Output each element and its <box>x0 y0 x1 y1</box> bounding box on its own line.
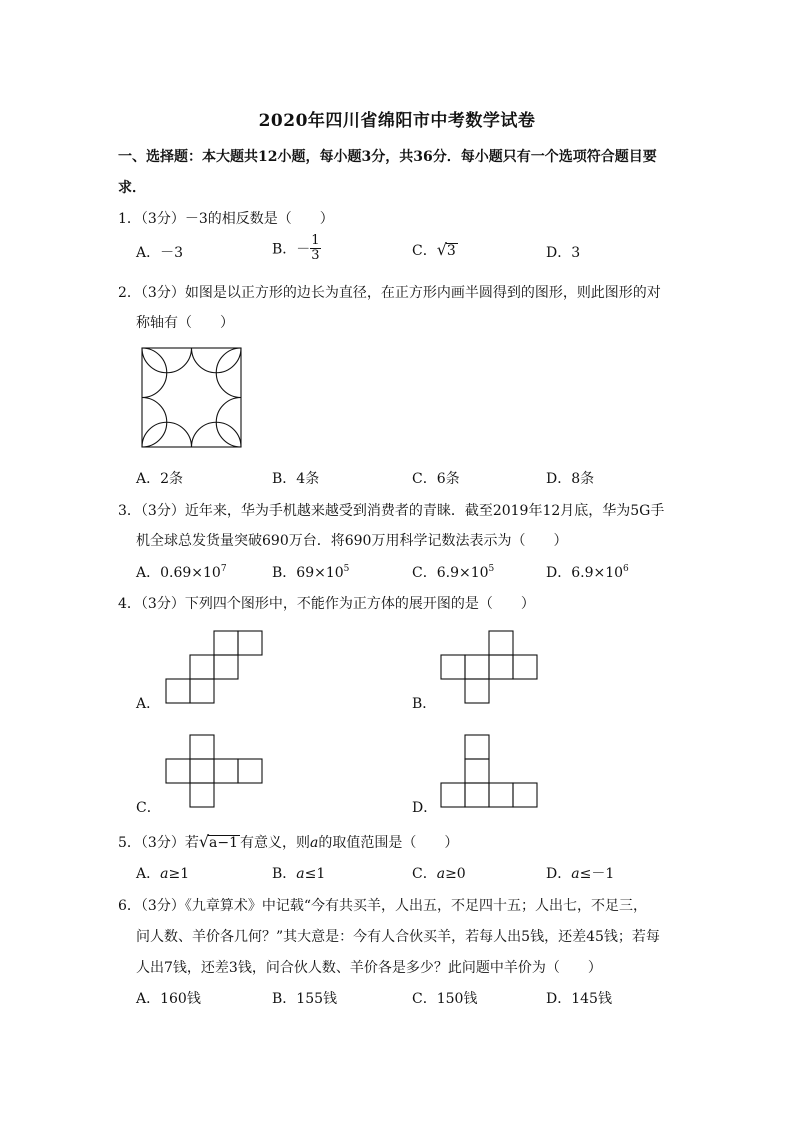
q6-option-d: D．145钱 <box>546 991 612 1007</box>
q6-option-a: A．160钱 <box>136 991 201 1007</box>
q4-option-b-label: B． <box>412 696 437 712</box>
q4-option-a-label: A． <box>136 696 161 712</box>
q3-option-c: C．$6.9\times 10^5$ <box>412 564 495 581</box>
q6-stem-line2: 问人数、羊价各几何？”其大意是：今有人合伙买羊，若每人出5钱，还差45钱；若每 <box>136 929 660 945</box>
q4-option-b-net-figure <box>441 630 539 704</box>
q6-option-c: C．150钱 <box>412 991 478 1007</box>
q1-option-c: C．√3 <box>412 240 456 259</box>
q5-stem: 5．（3分）若√a−1 有意义，则a的取值范围是（ ） <box>118 832 459 851</box>
q6-option-b: B．155钱 <box>272 991 338 1007</box>
q3-stem-line2: 机全球总发货量突破690万台．将690万用科学记数法表示为（ ） <box>136 533 568 549</box>
q5-option-a: A．a≥1 <box>136 866 190 882</box>
q3-stem-line1: 3．（3分）近年来，华为手机越来越受到消费者的青睐．截至2019年12月底，华为5G手 <box>118 503 665 519</box>
q2-option-c: C．6条 <box>412 471 460 487</box>
q2-stem-line2: 称轴有（ ） <box>136 315 234 331</box>
q2-option-a: A．2条 <box>136 471 184 487</box>
q5-option-c: C．a≥0 <box>412 866 466 882</box>
q5-option-b: B．a≤1 <box>272 866 326 882</box>
q1-option-b-fraction: $\frac{1}{3}$ <box>311 233 320 263</box>
q2-square-semicircle-figure <box>142 348 242 448</box>
section-heading-line1: 一、选择题：本大题共12小题，每小题3分，共36分．每小题只有一个选项符合题目要 <box>118 149 657 165</box>
q1-option-b: B．－ $\frac{1}{3}$ <box>272 233 320 263</box>
q4-option-d-net-figure <box>441 734 539 808</box>
page-title: 2020年四川省绵阳市中考数学试卷 <box>258 111 536 131</box>
q1-option-a: A．－3 <box>136 245 184 261</box>
q3-option-d: D．$6.9\times 10^6$ <box>546 564 629 581</box>
q3-option-a: A．$0.69\times 10^7$ <box>136 564 227 581</box>
q1-option-d: D．3 <box>546 245 581 261</box>
q4-option-d-label: D． <box>412 800 438 816</box>
q2-option-b: B．4条 <box>272 471 320 487</box>
q4-option-c-net-figure <box>166 734 264 808</box>
q6-stem-line3: 人出7钱，还差3钱，问合伙人数、羊价各是多少？此问题中羊价为（ ） <box>136 960 602 976</box>
q2-option-d: D．8条 <box>546 471 595 487</box>
q4-stem: 4．（3分）下列四个图形中，不能作为正方体的展开图的是（ ） <box>118 596 535 612</box>
q4-option-c-label: C． <box>136 800 161 816</box>
q1-stem: 1．（3分）－3的相反数是（ ） <box>118 211 334 227</box>
q6-stem-line1: 6．（3分）《九章算术》中记载“今有共买羊，人出五，不足四十五；人出七，不足三， <box>118 898 647 914</box>
q4-option-a-net-figure <box>166 630 264 704</box>
q5-radicand: a−1 <box>209 835 239 851</box>
section-heading-line2: 求． <box>118 180 146 196</box>
q3-option-b: B．$69\times 10^5$ <box>272 564 350 581</box>
q5-option-d: D．a≤－1 <box>546 866 615 882</box>
q1-option-c-radicand: 3 <box>446 243 456 259</box>
q2-stem-line1: 2．（3分）如图是以正方形的边长为直径，在正方形内画半圆得到的图形，则此图形的对 <box>118 285 661 301</box>
